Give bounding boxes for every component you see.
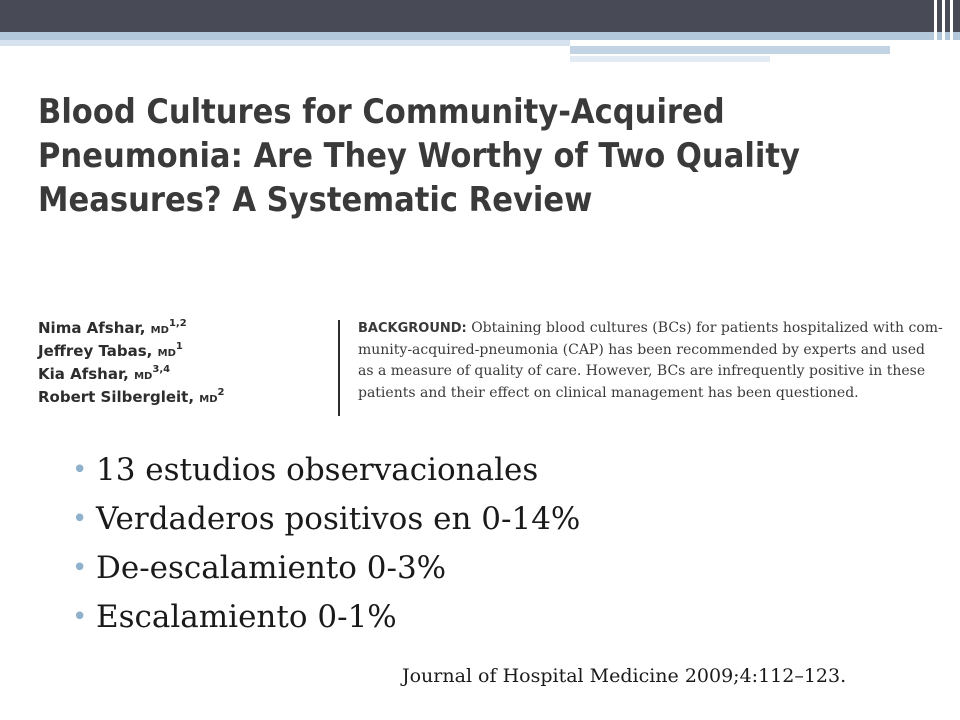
author-entry xyxy=(38,318,318,341)
bullet-dot-icon: • xyxy=(72,602,88,632)
corner-line xyxy=(950,0,953,66)
bullet-list xyxy=(72,446,580,642)
author-degree: MD xyxy=(150,325,169,336)
bullet-item xyxy=(72,593,580,642)
author-affiliation: 1 xyxy=(175,341,183,352)
bullet-item xyxy=(72,544,580,593)
author-degree: MD xyxy=(199,394,218,405)
bullet-text: De-escalamiento 0-3% xyxy=(96,550,447,586)
author-degree: MD xyxy=(134,371,153,382)
abstract-text xyxy=(358,318,958,404)
column-divider xyxy=(338,320,340,416)
author-affiliation: 1,2 xyxy=(168,318,187,329)
bullet-text: 13 estudios observacionales xyxy=(96,452,539,488)
corner-line xyxy=(942,0,945,66)
abstract-line-text: Obtaining blood cultures (BCs) for patients hospitalized with com- xyxy=(466,320,943,336)
abstract-heading: BACKGROUND: xyxy=(358,321,467,336)
header-stripe xyxy=(570,46,890,54)
author-list xyxy=(38,318,318,410)
bullet-item xyxy=(72,495,580,544)
citation: Journal of Hospital Medicine 2009;4:112–123. xyxy=(402,665,847,687)
bullet-text: Verdaderos positivos en 0-14% xyxy=(96,501,581,537)
corner-line xyxy=(934,0,937,66)
author-entry xyxy=(38,387,318,410)
abstract-line: patients and their effect on clinical management has been questioned. xyxy=(358,384,859,401)
bullet-item xyxy=(72,446,580,495)
abstract-line xyxy=(358,318,958,340)
author-entry xyxy=(38,364,318,387)
bullet-text: Escalamiento 0-1% xyxy=(96,599,397,635)
author-name: Kia Afshar, xyxy=(38,365,129,383)
author-affiliation: 2 xyxy=(217,387,225,398)
bullet-dot-icon: • xyxy=(72,553,88,583)
header-stripe xyxy=(0,32,960,40)
header-bar xyxy=(0,0,960,32)
author-degree: MD xyxy=(157,348,176,359)
article-title: Blood Cultures for Community-Acquired Pneumonia: Are They Worthy of Two Quality Measures? A Systematic Review xyxy=(38,92,800,220)
author-entry xyxy=(38,341,318,364)
abstract-line: munity-acquired-pneumonia (CAP) has been recommended by experts and used xyxy=(358,341,925,358)
abstract-line: as a measure of quality of care. However, BCs are infrequently positive in these xyxy=(358,363,926,379)
author-affiliation: 3,4 xyxy=(152,364,171,375)
bullet-dot-icon: • xyxy=(72,455,88,485)
header-stripe xyxy=(0,40,570,46)
author-name: Robert Silbergleit, xyxy=(38,388,195,406)
author-name: Jeffrey Tabas, xyxy=(38,342,153,360)
bullet-dot-icon: • xyxy=(72,504,88,534)
author-name: Nima Afshar, xyxy=(38,319,146,337)
header-stripe xyxy=(570,56,770,62)
